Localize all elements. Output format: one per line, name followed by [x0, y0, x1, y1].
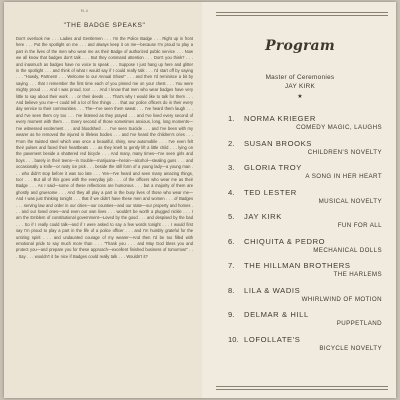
- act-description: THE HARLEMS: [333, 271, 382, 278]
- act-name: DELMAR & HILL: [244, 310, 309, 319]
- act-number: 9.: [228, 310, 235, 319]
- act-description: MUSICAL NOVELTY: [318, 197, 382, 205]
- emcee-role: Master of Ceremonies: [265, 74, 335, 81]
- star-separator: ★: [297, 93, 303, 100]
- page-folio: M-4: [80, 9, 89, 13]
- program-act: [214, 139, 386, 164]
- left-page: [4, 2, 202, 398]
- program-act: [214, 188, 386, 213]
- poem-text: Don't overlook me . . . Ladies and Gentlemen . . . I'm the Police Badge . . . Right up in front here . . . Put the spotlight on me . . . and always keep it on me—because I'm proud to play a part in the lives of the men who wear me as their Badge of authorized public service . . . Now we all know that badges don't talk . . . But they command attention . . . Don't you think? . . . and inasmuch as badges have no voice to speak . . . Suppose I just hang up here and glitter in the spotlight . . . and think of what I would say if I could really talk . . . I'd start off by saying . . . "Howdy, Partners! . . . Welcome to our Annual Show!" . . . and then I'd reminisce a bit by saying . . . that I remember the first time each of you pinned me on your chest . . . You were mighty proud . . . And I was proud, too! . . . And I know that men who wear badges have very little to say about their work . . . or their deeds . . . That's why I would like to talk for them . . . And believe you me—I could tell a lot of fine things . . . that our police officers do in their every day service to their communities . . . The—I've seen them sweat . . . I've heard them laugh . . . and I've seen them cry too . . . I've listened as they prayed . . . and I've lived every second of every moment with them . . . Every second of those sometimes anxious, long, long moments—I've witnessed excitement . . . and bloodshed . . . I've seen Suicide . . . and I've been with my wearer as he removed the injured in lifeless bodies . . . and I've heard the children's cries . . . From the twisted steel which was once a beautiful, shiny, new automobile . . . I've even felt their pulses and faced their heartbeats . . . as they knelt to gently lift a little child . . . lying on the pavement beside a shattered red bicycle . . . And many, many times—I've seen girls and boys . . . barely in their teens—in trouble—marijuana—heroin—alcohol—stealing guns . . . and occasionally a knife—or rusty ice pick . . . beside the still form of a young lady—a young man . . . who didn't stop before it was too late . . . Yes—I've heard and seen many amazing things, too! . . . But all of this goes with the everyday job . . . of the officers who wear me as their Badge . . . As I said—some of these reflections are humorous . . . but a majority of them are ghostly and gruesome . . . And they all play a part in the busy lives of those who wear me—And I was just thinking tonight . . . that if we didn't have these men and women . . . of Badges . . . serving law and order in our cities—our counties—and our state—our property and homes . . . and our loved ones—and even our own lives . . . wouldn't be worth a plugged nickle . . . I am the Emblem of constitutional government—Loved by the good . . . and despised by the bad . . . So if I really could talk—and if I were asked to say a few words tonight . . . I would first say I'm proud to play a part in the life of a police officer . . . and I'm humbly grateful for the untiring spirit . . . and undaunted courage of my wearer—And then I'd be too filled with emotional pride to say much more than . . . "Thank you . . . and May God bless you and protect you—and prepare you for these approach—excellent finished business of tomorrow!" . . . Say . . . wouldn't it be nice if Badges could really talk . . . Wouldn't it?: [16, 36, 193, 259]
- act-description: WHIRLWIND OF MOTION: [301, 295, 382, 303]
- act-name: SUSAN BROOKS: [244, 138, 312, 148]
- act-number: 4.: [228, 187, 235, 197]
- act-description: A SONG IN HER HEART: [305, 173, 382, 180]
- act-name: THE HILLMAN BROTHERS: [244, 261, 351, 270]
- act-number: 10.: [228, 334, 239, 344]
- act-list: [214, 114, 386, 359]
- program-act: [214, 212, 386, 237]
- program-act: [214, 286, 386, 311]
- program-spread: [4, 2, 396, 398]
- program-act: [214, 335, 386, 360]
- act-name: NORMA KRIEGER: [244, 114, 316, 123]
- act-number: 6.: [228, 236, 235, 246]
- top-border-rule: [216, 12, 388, 16]
- act-name: LOFOLLATE'S: [244, 334, 301, 344]
- act-description: CHILDREN'S NOVELTY: [307, 148, 382, 156]
- act-description: PUPPETLAND: [336, 320, 382, 327]
- act-description: FUN FOR ALL: [337, 222, 382, 229]
- program-act: [214, 261, 386, 286]
- act-name: CHIQUITA & PEDRO: [244, 236, 326, 246]
- act-name: JAY KIRK: [244, 212, 282, 221]
- act-description: BICYCLE NOVELTY: [319, 344, 382, 352]
- act-number: 1.: [228, 114, 235, 123]
- act-number: 3.: [228, 163, 235, 172]
- act-name: LILA & WADIS: [244, 285, 301, 295]
- act-number: 2.: [228, 138, 235, 148]
- program-act: [214, 237, 386, 262]
- program-act: [214, 310, 386, 335]
- poem-title: "THE BADGE SPEAKS": [63, 22, 146, 29]
- act-description: COMEDY MAGIC, LAUGHS: [296, 124, 382, 131]
- act-name: GLORIA TROY: [244, 163, 302, 172]
- act-number: 7.: [228, 261, 235, 270]
- emcee-name: JAY KIRK: [284, 83, 316, 90]
- right-page: [202, 2, 396, 398]
- bottom-border-rule: [216, 386, 388, 390]
- program-act: [214, 114, 386, 139]
- act-description: MECHANICAL DOLLS: [313, 246, 382, 254]
- program-act: [214, 163, 386, 188]
- act-number: 5.: [228, 212, 235, 221]
- program-title: Program: [265, 38, 335, 54]
- act-name: TED LESTER: [244, 187, 297, 197]
- act-number: 8.: [228, 285, 235, 295]
